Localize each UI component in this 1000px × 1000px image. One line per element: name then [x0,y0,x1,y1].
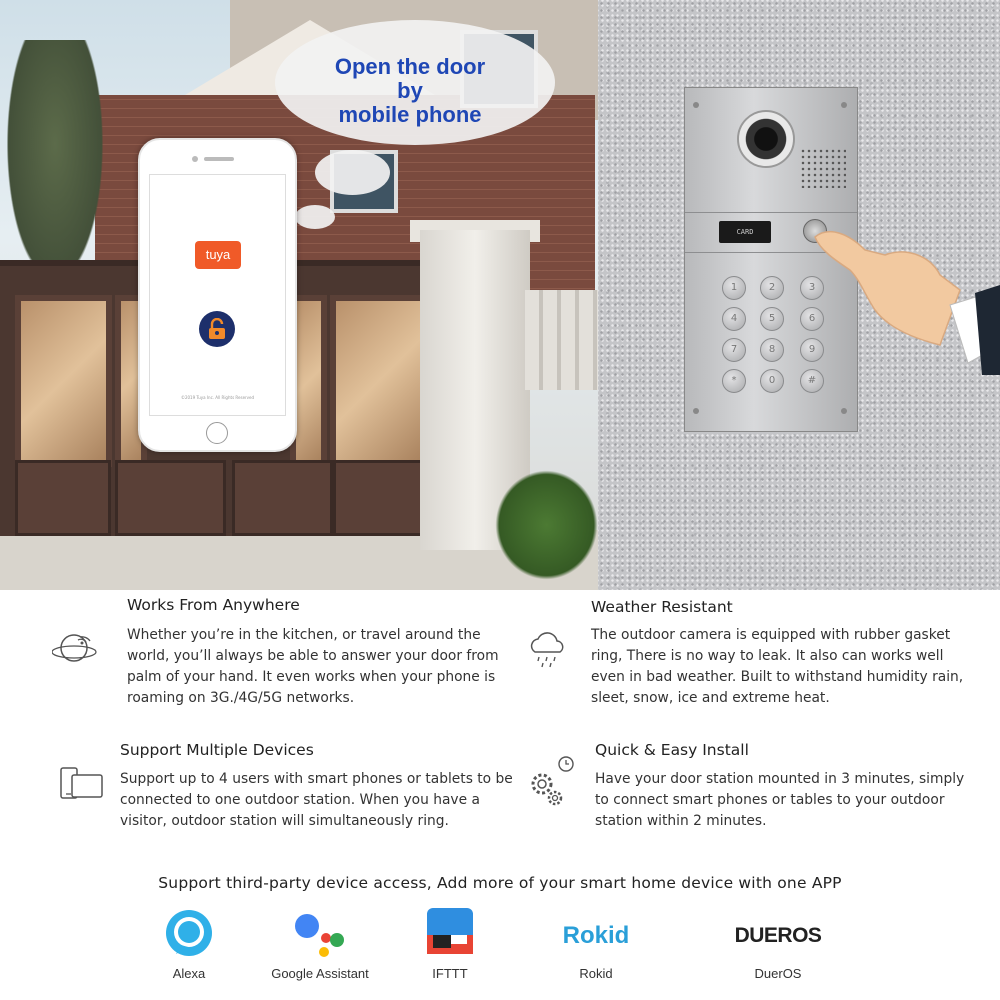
feature-text: Whether you’re in the kitchen, or travel around the world, you’ll always be able to answer your door from palm of your hand. It even works when your phone is roaming on 3G./4G/5G networks. [127,627,499,706]
feature-text: The outdoor camera is equipped with rubber gasket ring, There is no way to leak. It also can works well even in bad weather. Built to withstand humidity rain, sleet, snow, ice and extreme heat. [591,627,964,706]
key-8[interactable]: 8 [760,338,784,362]
ifttt-icon [427,908,473,954]
alexa-label: Alexa [172,966,206,981]
gears-clock-icon [524,754,576,810]
key-6[interactable]: 6 [800,307,824,331]
key-0[interactable]: 0 [760,369,784,393]
house-gate-photo [0,0,598,590]
feature-title: Quick & Easy Install [595,741,749,759]
camera-lens-icon [737,110,795,168]
key-1[interactable]: 1 [722,276,746,300]
unlock-icon [208,318,226,340]
alexa-brand [124,908,254,962]
key-7[interactable]: 7 [722,338,746,362]
alexa-icon [164,908,214,958]
phone-copyright: ©2019 Tuya Inc. All Rights Reserved [180,395,255,400]
dueros-label: DuerOS [754,966,802,981]
dueros-brand [713,924,843,948]
feature-title: Weather Resistant [591,598,733,616]
key-4[interactable]: 4 [722,307,746,331]
key-star[interactable]: * [722,369,746,393]
feature-text: Have your door station mounted in 3 minutes, simply to connect smart phones or tables to your outdoor station within 2 minutes. [595,771,965,829]
dueros-logo: DUEROS [734,924,822,947]
rokid-label: Rokid [579,966,613,981]
feature-title: Support Multiple Devices [120,741,314,759]
rokid-logo: Rokid [562,922,630,949]
key-9[interactable]: 9 [800,338,824,362]
card-reader: CARD [719,221,771,243]
feature-text: Support up to 4 users with smart phones or tablets to be connected to one outdoor station. When you have a visitor, outdoor station will simultaneously ring. [120,771,513,829]
rain-cloud-icon [527,630,569,670]
speaker-grille [800,148,846,188]
google-assistant-label: Google Assistant [271,966,369,981]
phone-screen [149,174,286,416]
pointing-hand-icon [810,225,1000,375]
rokid-brand [531,922,661,950]
speech-bubble-text: Open the door by mobile phone [334,54,486,127]
key-hash[interactable]: # [800,369,824,393]
home-button [206,422,228,444]
google-assistant-brand [255,908,385,962]
key-3[interactable]: 3 [800,276,824,300]
third-party-support-heading: Support third-party device access, Add more of your smart home device with one APP [158,874,842,892]
key-2[interactable]: 2 [760,276,784,300]
unlock-button[interactable] [199,311,235,347]
google-assistant-icon [290,908,350,958]
ifttt-label: IFTTT [432,966,468,981]
smartphone [138,138,297,452]
tuya-logo: tuya [195,241,241,269]
feature-title: Works From Anywhere [127,596,300,614]
ifttt-brand [385,908,515,958]
devices-icon [58,766,106,802]
globe-wifi-icon [52,628,102,668]
key-5[interactable]: 5 [760,307,784,331]
